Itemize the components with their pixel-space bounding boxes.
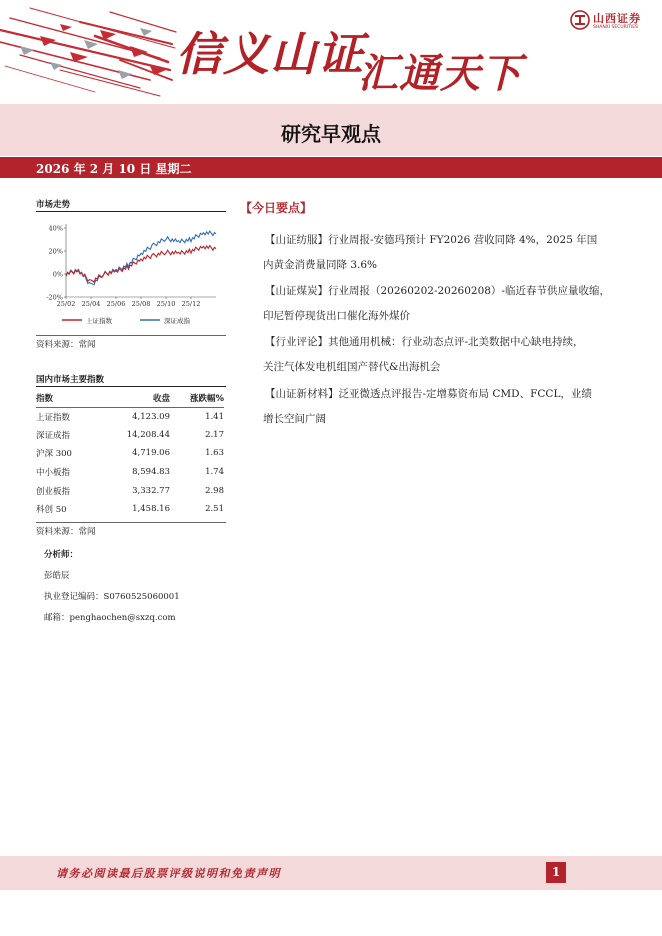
highlight-item <box>265 228 625 278</box>
analyst-label: 分析师： <box>44 550 79 560</box>
series-line-shenzhen <box>66 231 216 285</box>
title-band <box>0 104 662 156</box>
disclaimer-notice: 请务必阅读最后股票评级说明和免责声明 <box>56 867 281 880</box>
index-close: 1,458.16 <box>132 504 170 515</box>
index-name: 沪深 300 <box>36 449 72 460</box>
index-name: 中小板指 <box>36 468 71 479</box>
index-close: 14,208.44 <box>126 429 170 440</box>
x-tick-label: 25/12 <box>181 300 201 308</box>
table-header-row <box>36 389 224 407</box>
highlight-line: 【山证煤炭】行业周报（20260202-20260208）-临近春节供应量收缩， <box>265 285 610 297</box>
highlight-item <box>265 279 625 329</box>
highlight-line: 【行业评论】其他通用机械：行业动态点评-北美数据中心缺电持续， <box>265 336 584 348</box>
x-tick-label: 25/08 <box>131 300 151 308</box>
table-row <box>36 500 224 519</box>
legend-label: 上证指数 <box>86 317 112 325</box>
index-change: 1.63 <box>205 448 224 459</box>
series-line-shanghai <box>66 246 216 283</box>
index-close: 8,594.83 <box>132 467 170 478</box>
x-tick-label: 25/10 <box>156 300 176 308</box>
report-title: 研究早观点 <box>281 122 381 146</box>
market-trend-chart <box>36 216 226 334</box>
logo-chinese-name: 山西证券 <box>593 12 641 25</box>
highlight-line: 【山证纺服】行业周报-安德玛预计 FY2026 营收同降 4%，2025 年国 <box>265 234 598 246</box>
index-name: 科创 50 <box>36 505 67 516</box>
chart-bottom-rule <box>36 335 226 336</box>
indices-title: 国内市场主要指数 <box>36 375 105 385</box>
section-divider <box>36 386 226 387</box>
y-tick-label: 0% <box>52 270 63 279</box>
chart-source: 资料来源：常闻 <box>36 340 96 350</box>
y-tick-label: 20% <box>48 247 63 256</box>
index-change: 2.51 <box>205 504 224 515</box>
table-row <box>36 426 224 445</box>
column-header-close: 收盘 <box>106 389 170 407</box>
legend-label: 深证成指 <box>164 317 190 325</box>
page-number: 1 <box>546 862 566 883</box>
section-divider <box>36 211 226 212</box>
highlights-title: 【今日要点】 <box>240 201 313 215</box>
index-change: 1.74 <box>205 467 224 478</box>
chart-svg <box>36 216 226 334</box>
y-tick-label: -20% <box>46 293 63 302</box>
highlight-item <box>265 382 625 432</box>
logo-english-name: SHANXI SECURITIES <box>593 25 638 30</box>
index-change: 2.17 <box>205 429 224 440</box>
slogan-part1: 信义山证 <box>176 27 364 81</box>
index-name: 上证指数 <box>36 412 71 423</box>
slogan-part2: 汇通天下 <box>358 50 522 97</box>
highlight-item <box>265 330 625 380</box>
table-row <box>36 463 224 482</box>
table-row <box>36 481 224 500</box>
table-source: 资料来源：常闻 <box>36 527 96 537</box>
page-footer <box>0 856 662 890</box>
market-trend-title: 市场走势 <box>36 200 71 210</box>
highlight-line: 【山证新材料】泛亚微透点评报告-定增募资布局 CMD、FCCL，业绩 <box>265 388 592 400</box>
table-row <box>36 444 224 463</box>
index-change: 1.41 <box>205 411 224 422</box>
table-row <box>36 407 224 426</box>
logo-mark-icon <box>570 10 590 30</box>
highlight-line: 关注气体发电机组国产替代&出海机会 <box>263 361 441 373</box>
index-change: 2.98 <box>205 485 224 496</box>
index-close: 3,332.77 <box>132 485 170 496</box>
analyst-license: 执业登记编码：S0760525060001 <box>44 592 180 602</box>
index-close: 4,719.06 <box>132 448 170 459</box>
highlight-line: 内黄金消费量同降 3.6% <box>263 259 378 271</box>
index-name: 深证成指 <box>36 430 71 441</box>
column-header-change: 涨跌幅% <box>170 389 224 407</box>
x-tick-label: 25/06 <box>106 300 126 308</box>
y-tick-label: 40% <box>48 224 63 233</box>
x-tick-label: 25/04 <box>81 300 101 308</box>
analyst-email: 邮箱：penghaochen@sxzq.com <box>44 613 176 623</box>
table-bottom-rule <box>36 522 226 523</box>
index-name: 创业板指 <box>36 486 71 497</box>
highlight-line: 增长空间广阔 <box>263 413 326 425</box>
date-bar <box>0 157 662 178</box>
analyst-name: 彭皓辰 <box>44 571 70 581</box>
indices-table <box>36 389 224 519</box>
header-banner <box>0 0 662 104</box>
report-date: 2026 年 2 月 10 日 星期二 <box>36 162 192 176</box>
column-header-index: 指数 <box>36 389 106 407</box>
highlight-line: 印尼暂停现货出口催化海外煤价 <box>263 310 410 322</box>
x-tick-label: 25/02 <box>56 300 76 308</box>
index-close: 4,123.09 <box>132 411 170 422</box>
company-logo <box>570 8 656 34</box>
